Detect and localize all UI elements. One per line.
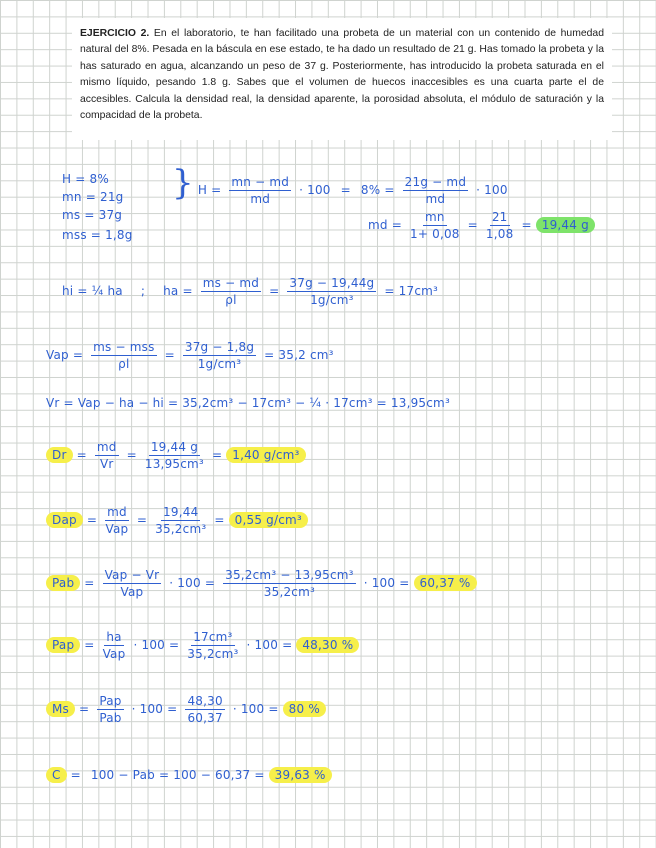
dry-mass-calc: md = $\frac{mn}{1+ 0,08}$ = $\frac{21}{1,08}$ = 19,44 g [368,210,595,241]
compactness-result: 39,63 % [269,767,332,783]
compactness-calc: C = 100 − Pab = 100 − 60,37 = 39,63 % [46,768,332,782]
given-saturated-mass: ms = 37g [62,208,123,222]
apparent-density-result: 0,55 g/cm³ [229,512,308,528]
absolute-porosity-calc: Pab = $\frac{\text{Vap − Vr}}{\text{Vap}}$ · 100 = $\frac{\text{35,2cm³ − 13,95cm³}}{\text{35,2cm³}}$ · 100 = 60,37 % [46,568,477,599]
apparent-porosity-calc: Pap = $\frac{ha}{\text{Vap}}$ · 100 = $\frac{\text{17cm³}}{\text{35,2cm³}}$ · 100 = 48,30 % [46,630,359,661]
exercise-text: En el laboratorio, te han facilitado una probeta de un material con un contenido de humedad natural del 8%. Pesada en la báscula en ese estado, te ha dado un resultado de 21 g. Has tomado la probeta y la has saturado en agua, alcanzando un peso de 37 g. Posteriormente, has introducido la probeta saturada en el mismo líquido, pesando 1.8 g. Sabes que el volumen de huecos inaccesibles es una cuarta parte el de accesibles. Calcula la densidad real, la densidad aparente, la porosidad absoluta, el módulo de saturación y la compacidad de la probeta. [80,28,604,122]
real-density-calc: Dr = $\frac{md}{Vr}$ = $\frac{19,44 g}{\text{13,95cm³}}$ = 1,40 g/cm³ [46,440,306,471]
exercise-statement [72,18,612,140]
dry-mass-result: 19,44 g [536,217,595,233]
given-natural-mass: mn = 21g [62,190,124,204]
real-volume-calc: Vr = Vap − ha − hi = 35,2cm³ − 17cm³ − ¼ · 17cm³ = 13,95cm³ [46,396,450,410]
apparent-porosity-result: 48,30 % [296,637,359,653]
saturation-modulus-calc: Ms = $\frac{\text{Pap}}{\text{Pab}}$ · 100 = $\frac{48,30}{60,37}$ · 100 = 80 % [46,694,326,725]
given-humidity: H = 8% [62,172,109,186]
exercise-title: EJERCICIO 2. [80,28,150,39]
void-volume-calc: hi = ¼ ha ; ha = $\frac{ms - md}{\rho l}$ = $\frac{37g - 19,44g}{\text{1g/cm³}}$ = 17cm³ [62,276,439,307]
apparent-volume-calc: Vap = $\frac{\text{ms − mss}}{\rho l}$ = $\frac{37g - 1,8g}{\text{1g/cm³}}$ = 35,2 cm³ [46,340,334,371]
given-submerged-mass: mss = 1,8g [62,228,133,242]
apparent-density-calc: Dap = $\frac{md}{\text{Vap}}$ = $\frac{19,44}{\text{35,2cm³}}$ = 0,55 g/cm³ [46,505,308,536]
real-density-result: 1,40 g/cm³ [226,447,305,463]
saturation-modulus-result: 80 % [283,701,326,717]
humidity-formula: } H = $\frac{mn - md}{md}$ · 100 = 8% = $\frac{21g - md}{md}$ · 100 [172,163,508,206]
absolute-porosity-result: 60,37 % [414,575,477,591]
brace-symbol: } [172,163,194,203]
